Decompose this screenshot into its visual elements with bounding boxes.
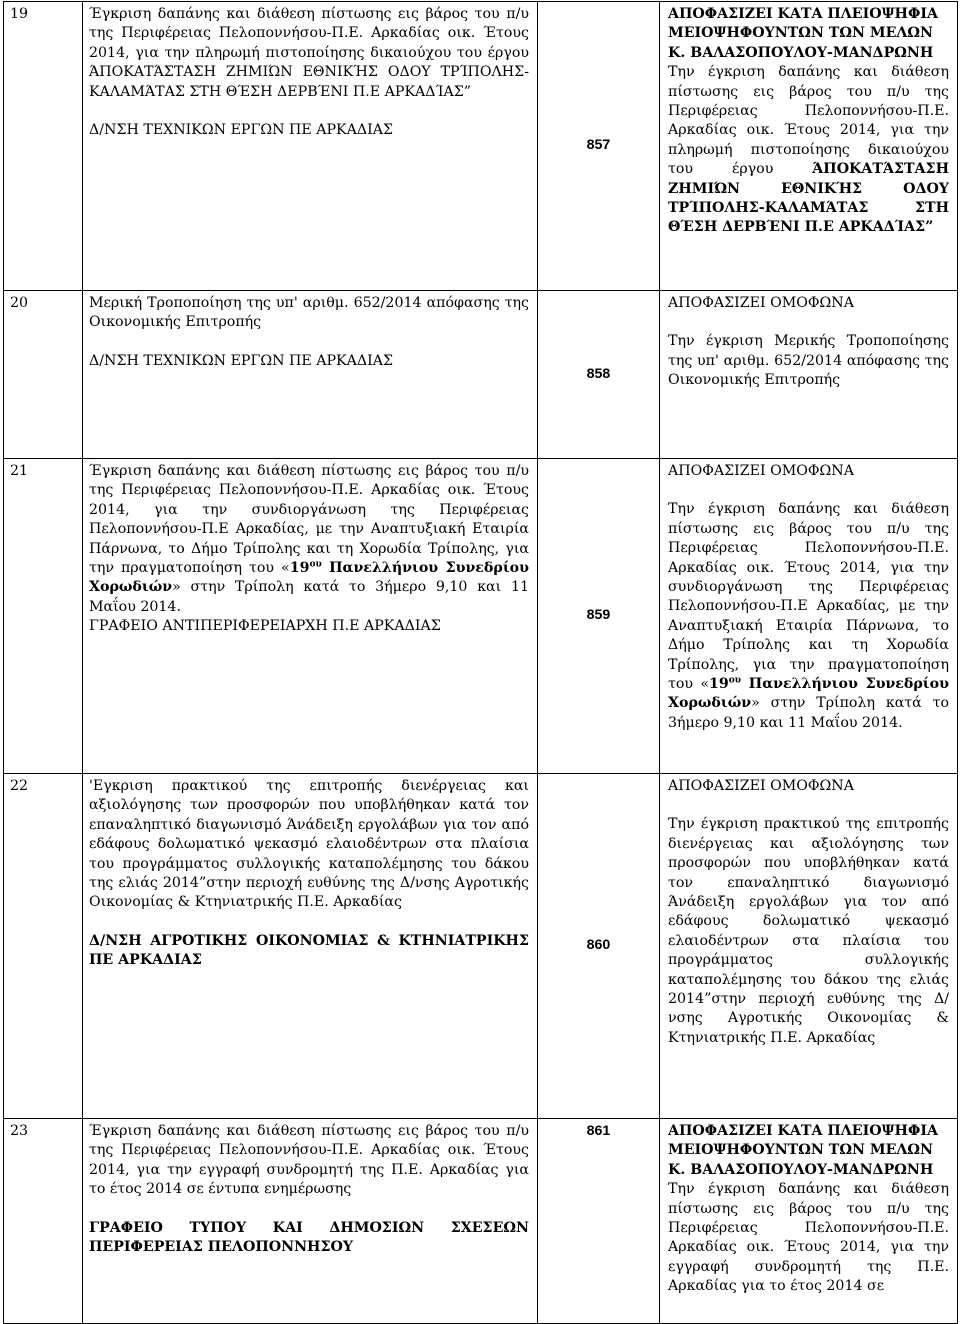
- decision-number: 857: [538, 2, 660, 291]
- item-department: Δ/ΝΣΗ ΑΓΡΟΤΙΚΗΣ ΟΙΚΟΝΟΜΙΑΣ & ΚΤΗΝΙΑΤΡΙΚΗΣ ΠΕ ΑΡΚΑΔΙΑΣ: [89, 932, 529, 969]
- table-row: [4, 459, 958, 774]
- decision-number: 860: [538, 774, 660, 1119]
- item-resolution-cell: [660, 291, 958, 459]
- item-department: Δ/ΝΣΗ ΤΕΧΝΙΚΩΝ ΕΡΓΩΝ ΠΕ ΑΡΚΑΔΙΑΣ: [89, 352, 394, 369]
- item-resolution: Την έγκριση πρακτικού της επιτροπής διενέργειας και αξιολόγησης των προσφορών που υποβλήθηκαν κατά τον επαναληπτικό διαγωνισμό Άνάδειξη εργολάβων για τον από εδάφους δολωματικό ψεκασμό ελαιοδέντρων στα πλαίσια του προγράμματος συλλογικής καταπολέμησης του δάκου της ελιάς 2014”στην περιοχή ευθύνης της Δ/νσης Αγροτικής Οικονομίας & Κτηνιατρικής Π.Ε. Αρκαδίας: [668, 816, 949, 1046]
- item-resolution-cell: [660, 1119, 958, 1324]
- item-resolution-cell: [660, 774, 958, 1119]
- item-subject: Έγκριση δαπάνης και διάθεση πίστωσης εις βάρος του π/υ της Περιφέρειας Πελοποννήσου-Π.Ε. Αρκαδίας οικ. Έτους 2014, για την εγγραφή συνδρομητή της Π.Ε. Αρκαδίας για το έτος 2014 σε έντυπα ενημέρωσης: [89, 1123, 529, 1198]
- verdict-line: ΑΠΟΦΑΣΙΖΕΙ ΟΜΟΦΩΝΑ: [668, 778, 854, 794]
- item-resolution-cell: [660, 2, 958, 291]
- verdict-line: ΜΕΙΟΨΗΦΟΥΝΤΩΝ ΤΩΝ ΜΕΛΩΝ: [668, 25, 933, 42]
- table-row: [4, 2, 958, 291]
- item-department: ΓΡΑΦΕΙΟ ΑΝΤΙΠΕΡΙΦΕΡΕΙΑΡΧΗ Π.Ε ΑΡΚΑΔΙΑΣ: [89, 618, 441, 635]
- table-row: [4, 1119, 958, 1324]
- item-subject-cell: [83, 1119, 538, 1324]
- item-number: 21: [4, 459, 83, 774]
- item-subject-cell: [83, 2, 538, 291]
- item-resolution: Την έγκριση δαπάνης και διάθεση πίστωσης εις βάρος του π/υ της Περιφέρειας Πελοποννήσου-Π.Ε. Αρκαδίας οικ. Έτους 2014, για την εγγραφή συνδρομητή της Π.Ε. Αρκαδίας για το έτος 2014 σε: [668, 1181, 949, 1295]
- item-subject: 'Εγκριση πρακτικού της επιτροπής διενέργειας και αξιολόγησης των προσφορών που υποβλήθηκαν κατά τον επαναληπτικό διαγωνισμό Άνάδειξη εργολάβων για τον από εδάφους δολωματικό ψεκασμό ελαιοδέντρων στα πλαίσια του προγράμματος συλλογικής καταπολέμησης του δάκου της ελιάς 2014”στην περιοχή ευθύνης της Δ/νσης Αγροτικής Οικονομίας & Κτηνιατρικής Π.Ε. Αρκαδίας: [89, 778, 529, 911]
- item-number: 22: [4, 774, 83, 1119]
- verdict-line: ΑΠΟΦΑΣΙΖΕΙ ΚΑΤΑ ΠΛΕΙΟΨΗΦΙΑ: [668, 1123, 938, 1139]
- item-resolution: Την έγκριση δαπάνης και διάθεση πίστωσης εις βάρος του π/υ της Περιφέρειας Πελοποννήσου-Π.Ε. Αρκαδίας οικ. Έτους 2014, για την συνδιοργάνωση της Περιφέρειας Πελοποννήσου-Π.Ε Αρκαδίας, με την Αναπτυξιακή Εταιρία Πάρνωνα, το Δήμο Τρίπολης και τη Χορωδία Τρίπολης, για την πραγματοποίηση του «$19^{o\upsilon}$ Πανελλήνιου Συνεδρίου Χορωδιών» στην Τρίπολη κατά το 3ήμερο 9,10 και 11 Μαΐου 2014.: [668, 501, 949, 731]
- decision-number: 858: [538, 291, 660, 459]
- item-number: 20: [4, 291, 83, 459]
- item-number: 23: [4, 1119, 83, 1324]
- verdict-line: Κ. ΒΑΛΑΣΟΠΟΥΛΟΥ-ΜΑΝΔΡΩΝΗ: [668, 1161, 934, 1178]
- item-resolution: Την έγκριση δαπάνης και διάθεση πίστωσης εις βάρος του π/υ της Περιφέρειας Πελοποννήσου-Π.Ε. Αρκαδίας οικ. Έτους 2014, για την πληρωμή πιστοποίησης δικαιούχου του έργου ΆΠΟΚΑΤΆΣΤΑΣΗ ΖΗΜΙΏΝ ΕΘΝΙΚΉΣ ΟΔΟΥ ΤΡΊΠΟΛΗΣ-ΚΑΛΑΜΆΤΑΣ ΣΤΗ ΘΈΣΗ ΔΕΡΒΈΝΙ Π.Ε ΑΡΚΑΔΊΑΣ”: [668, 64, 949, 236]
- item-resolution-cell: [660, 459, 958, 774]
- item-subject: Έγκριση δαπάνης και διάθεση πίστωσης εις βάρος του π/υ της Περιφέρειας Πελοποννήσου-Π.Ε. Αρκαδίας οικ. Έτους 2014, για την συνδιοργάνωση της Περιφέρειας Πελοποννήσου-Π.Ε Αρκαδίας, με την Αναπτυξιακή Εταιρία Πάρνωνα, το Δήμο Τρίπολης και τη Χορωδία Τρίπολης, για την πραγματοποίηση του «$19^{o\upsilon}$ Πανελλήνιου Συνεδρίου Χορωδιών» στην Τρίπολη κατά το 3ήμερο 9,10 και 11 Μαΐου 2014.: [89, 463, 529, 615]
- decision-number: 861: [538, 1119, 660, 1324]
- item-subject-cell: [83, 291, 538, 459]
- verdict-line: ΑΠΟΦΑΣΙΖΕΙ ΚΑΤΑ ΠΛΕΙΟΨΗΦΙΑ: [668, 6, 938, 22]
- item-department: ΓΡΑΦΕΙΟ ΤΥΠΟΥ ΚΑΙ ΔΗΜΟΣΙΩΝ ΣΧΕΣΕΩΝ ΠΕΡΙΦΕΡΕΙΑΣ ΠΕΛΟΠΟΝΝΗΣΟΥ: [89, 1219, 529, 1256]
- verdict-line: ΜΕΙΟΨΗΦΟΥΝΤΩΝ ΤΩΝ ΜΕΛΩΝ: [668, 1142, 933, 1159]
- item-subject: Έγκριση δαπάνης και διάθεση πίστωσης εις βάρος του π/υ της Περιφέρειας Πελοποννήσου-Π.Ε. Αρκαδίας οικ. Έτους 2014, για την πληρωμή πιστοποίησης δικαιούχου του έργου ΆΠΟΚΑΤΆΣΤΑΣΗ ΖΗΜΙΏΝ ΕΘΝΙΚΉΣ ΟΔΟΥ ΤΡΊΠΟΛΗΣ-ΚΑΛΑΜΆΤΑΣ ΣΤΗ ΘΈΣΗ ΔΕΡΒΈΝΙ Π.Ε ΑΡΚΑΔΊΑΣ”: [89, 6, 529, 100]
- item-resolution: Την έγκριση Μερικής Τροποποίησης της υπ' αριθμ. 652/2014 απόφασης της Οικονομικής Επιτροπής: [668, 333, 949, 389]
- verdict-line: Κ. ΒΑΛΑΣΟΠΟΥΛΟΥ-ΜΑΝΔΡΩΝΗ: [668, 44, 934, 61]
- table-row: [4, 291, 958, 459]
- table-row: [4, 774, 958, 1119]
- verdict-line: ΑΠΟΦΑΣΙΖΕΙ ΟΜΟΦΩΝΑ: [668, 295, 854, 311]
- item-department: Δ/ΝΣΗ ΤΕΧΝΙΚΩΝ ΕΡΓΩΝ ΠΕ ΑΡΚΑΔΙΑΣ: [89, 122, 394, 139]
- minutes-table: [3, 1, 958, 1324]
- item-subject: Μερική Τροποποίηση της υπ' αριθμ. 652/2014 απόφασης της Οικονομικής Επιτροπής: [89, 295, 529, 331]
- item-subject-cell: [83, 774, 538, 1119]
- decision-number: 859: [538, 459, 660, 774]
- verdict-line: ΑΠΟΦΑΣΙΖΕΙ ΟΜΟΦΩΝΑ: [668, 463, 854, 479]
- item-number: 19: [4, 2, 83, 291]
- item-subject-cell: [83, 459, 538, 774]
